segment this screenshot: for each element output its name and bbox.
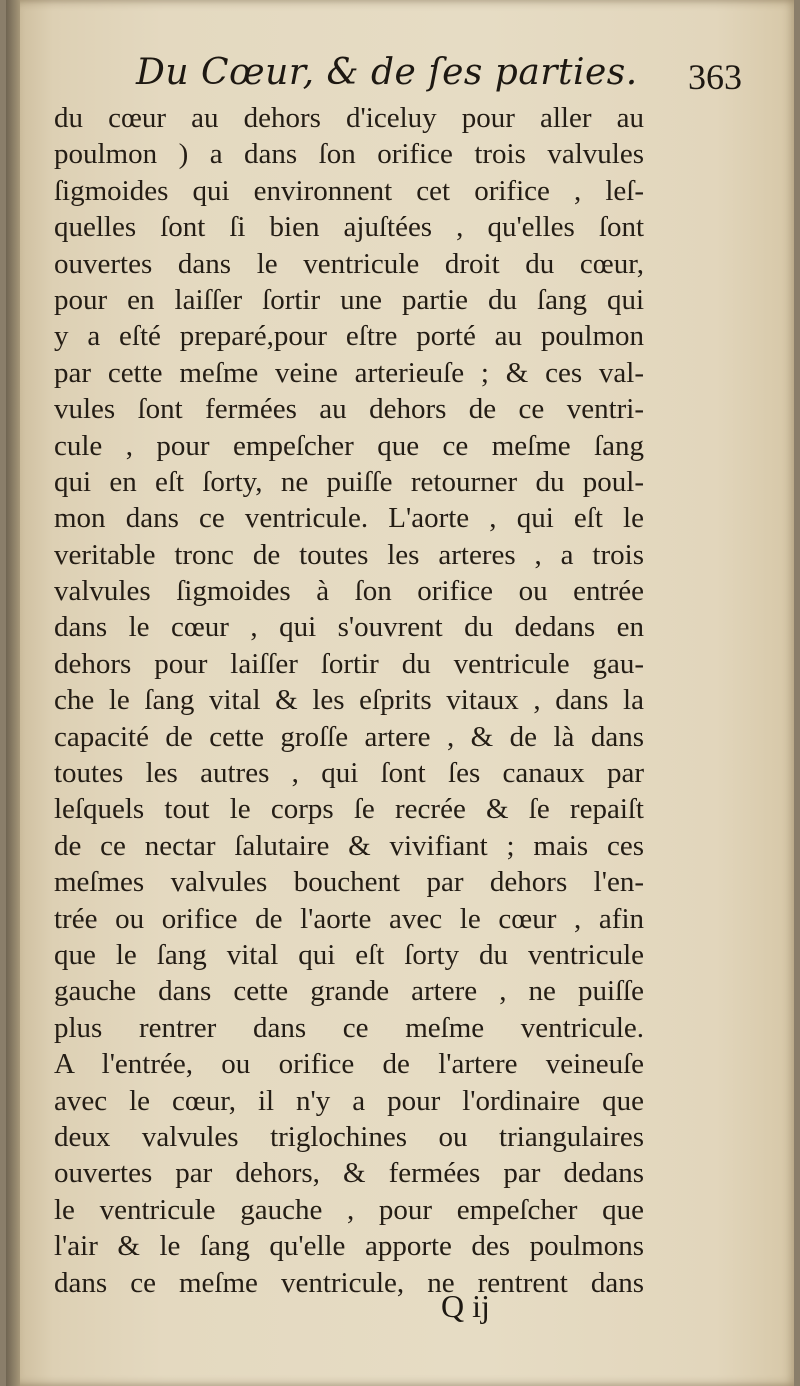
text-line: leſquels tout le corps ſe recrée & ſe repaiſt	[54, 793, 644, 826]
text-line: quelles ſont ſi bien ajuſtées , qu'elles ſont	[54, 211, 644, 244]
text-line: dans le cœur , qui s'ouvrent du dedans en	[54, 611, 644, 644]
signature-mark: Q ij	[441, 1288, 490, 1324]
text-line: dehors pour laiſſer ſortir du ventricule gau-	[54, 647, 644, 680]
text-line: de ce nectar ſalutaire & vivifiant ; mais ces	[54, 829, 644, 862]
text-line: y a eſté preparé,pour eſtre porté au poulmon	[54, 320, 644, 353]
text-line: pour en laiſſer ſortir une partie du ſang qui	[54, 283, 644, 316]
text-line: cule , pour empeſcher que ce meſme ſang	[54, 429, 644, 462]
text-line: qui en eſt ſorty, ne puiſſe retourner du poul-	[54, 465, 644, 498]
page-number: 363	[688, 57, 742, 97]
book-page	[6, 0, 794, 1386]
text-line: veritable tronc de toutes les arteres , a trois	[54, 538, 644, 571]
text-line: dans ce meſme ventricule, ne rentrent dans	[54, 1266, 644, 1299]
text-line: che le ſang vital & les eſprits vitaux , dans la	[54, 684, 644, 717]
text-line: capacité de cette groſſe artere , & de là dans	[54, 720, 644, 753]
text-line: mon dans ce ventricule. L'aorte , qui eſt le	[54, 502, 644, 535]
text-line: meſmes valvules bouchent par dehors l'en-	[54, 866, 644, 899]
text-line: du cœur au dehors d'iceluy pour aller au	[54, 102, 644, 134]
text-line: toutes les autres , qui ſont ſes canaux par	[54, 757, 644, 790]
text-line: le ventricule gauche , pour empeſcher que	[54, 1193, 644, 1226]
text-line: valvules ſigmoides à ſon orifice ou entrée	[54, 575, 644, 608]
text-line: ſigmoides qui environnent cet orifice , leſ-	[54, 174, 644, 207]
body-text	[54, 100, 644, 1301]
text-line: plus rentrer dans ce meſme ventricule.	[54, 1011, 644, 1044]
text-line: trée ou orifice de l'aorte avec le cœur , afin	[54, 902, 644, 935]
text-line: ouvertes dans le ventricule droit du cœur,	[54, 247, 644, 280]
text-line: l'air & le ſang qu'elle apporte des poulmons	[54, 1230, 644, 1263]
text-line: A l'entrée, ou orifice de l'artere veineuſe	[54, 1048, 644, 1081]
text-line: que le ſang vital qui eſt ſorty du ventricule	[54, 938, 644, 971]
page-gutter	[6, 0, 20, 1386]
text-line: deux valvules triglochines ou triangulaires	[54, 1120, 644, 1153]
running-title: Du Cœur, & de ſes parties.	[136, 52, 638, 93]
text-line: ouvertes par dehors, & fermées par dedans	[54, 1157, 644, 1190]
text-line: poulmon ) a dans ſon orifice trois valvules	[54, 138, 644, 171]
text-line: avec le cœur, il n'y a pour l'ordinaire que	[54, 1084, 644, 1117]
text-line: gauche dans cette grande artere , ne puiſſe	[54, 975, 644, 1008]
text-line: vules ſont fermées au dehors de ce ventri-	[54, 393, 644, 426]
text-line: par cette meſme veine arterieuſe ; & ces val-	[54, 356, 644, 389]
